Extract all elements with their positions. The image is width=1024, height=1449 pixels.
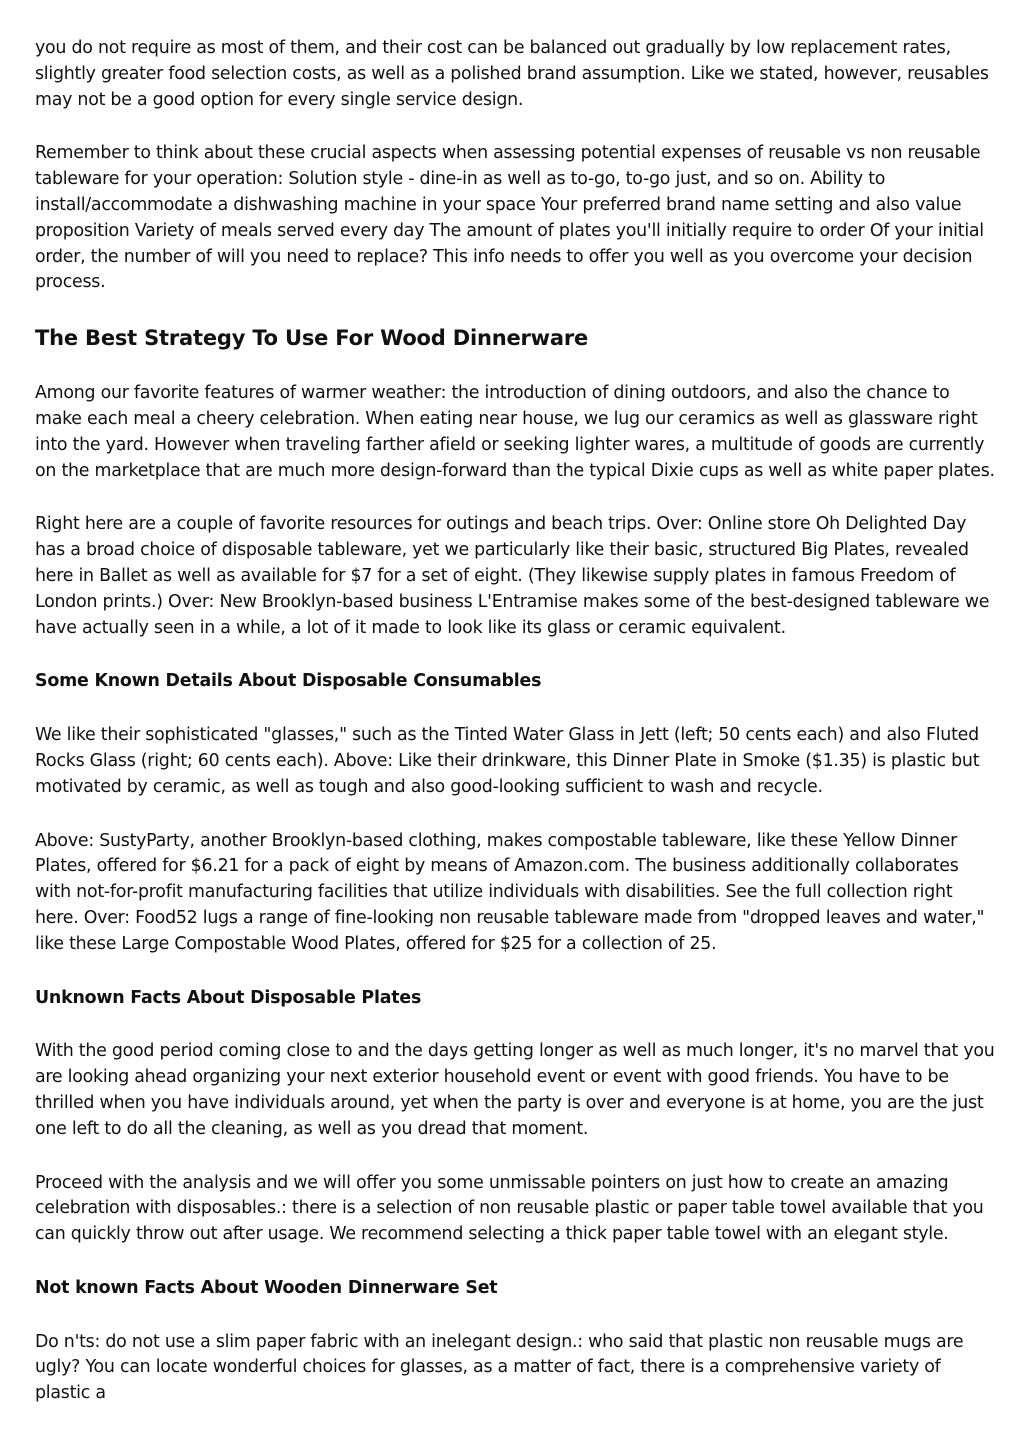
paragraph-good-period: With the good period coming close to and the days getting longer as well as much longer, it's no marvel that you are looking ahead organizing your next exterior household event or event with good friends. You have to be thrilled when you have individuals around, yet when the party is over and everyone is at home, you are the just one left to do all the cleaning, as well as you dread that moment. [35,1041,995,1139]
article-body [35,36,995,1435]
paragraph-crucial-aspects: Remember to think about these crucial aspects when assessing potential expenses of reusable vs non reusable tableware for your operation: Solution style - dine-in as well as to-go, to-go just, and so on. Ability to install/accommodate a dishwashing machine in your space Your preferred brand name setting and also value proposition Variety of meals served every day The amount of plates you'll initially require to order Of your initial order, the number of will you need to replace? This info needs to offer you well as you overcome your decision process. [35,143,984,293]
paragraph-donts: Do n'ts: do not use a slim paper fabric with an inelegant design.: who said that plastic non reusable mugs are ugly? You can locate wonderful choices for glasses, as a matter of fact, there is a comprehensive variety of plastic a [35,1331,964,1404]
paragraph-warmer-weather: Among our favorite features of warmer weather: the introduction of dining outdoors, and also the chance to make each meal a cheery celebration. When eating near house, we lug our ceramics as well as glassware right into the yard. However when traveling farther afield or seeking lighter wares, a multitude of goods are currently on the marketplace that are much more design-forward than the typical Dixie cups as well as white paper plates. [35,383,995,481]
heading-wooden-dinnerware: Not known Facts About Wooden Dinnerware Set [35,1277,498,1298]
paragraph-analysis: Proceed with the analysis and we will offer you some unmissable pointers on just how to create an amazing celebration with disposables.: there is a selection of non reusable plastic or paper table towel available that you can quickly throw out after usage. We recommend selecting a thick paper table towel with an elegant style. [35,1172,984,1245]
heading-known-details: Some Known Details About Disposable Consumables [35,671,542,692]
paragraph-sustyparty: Above: SustyParty, another Brooklyn-based clothing, makes compostable tableware, like these Yellow Dinner Plates, offered for $6.21 for a pack of eight by means of Amazon.com. The business additionally collaborates with not-for-profit manufacturing facilities that utilize individuals with disabilities. See the full collection right here. Over: Food52 lugs a range of fine-looking non reusable tableware made from "dropped leaves and water," like these Large Compostable Wood Plates, offered for $25 for a collection of 25. [35,830,985,954]
paragraph-glasses: We like their sophisticated "glasses," such as the Tinted Water Glass in Jett (left; 50 cents each) and also Fluted Rocks Glass (right; 60 cents each). Above: Like their drinkware, this Dinner Plate in Smoke ($1.35) is plastic but motivated by ceramic, as well as tough and also good-looking sufficient to wash and recycle. [35,725,980,797]
paragraph-favorite-resources: Right here are a couple of favorite resources for outings and beach trips. Over: Online store Oh Delighted Day has a broad choice of disposable tableware, yet we particularly like their basic, structured Big Plates, revealed here in Ballet as well as available for $7 for a set of eight. (They likewise supply plates in famous Freedom of London prints.) Over: New Brooklyn-based business L'Entramise makes some of the best-designed tableware we have actually seen in a while, a lot of it made to look like its glass or ceramic equivalent. [35,514,990,638]
heading-best-strategy: The Best Strategy To Use For Wood Dinnerware [35,326,589,351]
heading-unknown-facts: Unknown Facts About Disposable Plates [35,987,422,1008]
paragraph-reusables-cost: you do not require as most of them, and their cost can be balanced out gradually by low replacement rates, slightly greater food selection costs, as well as a polished brand assumption. Like we stated, however, reusables may not be a good option for every single service design. [35,38,989,110]
